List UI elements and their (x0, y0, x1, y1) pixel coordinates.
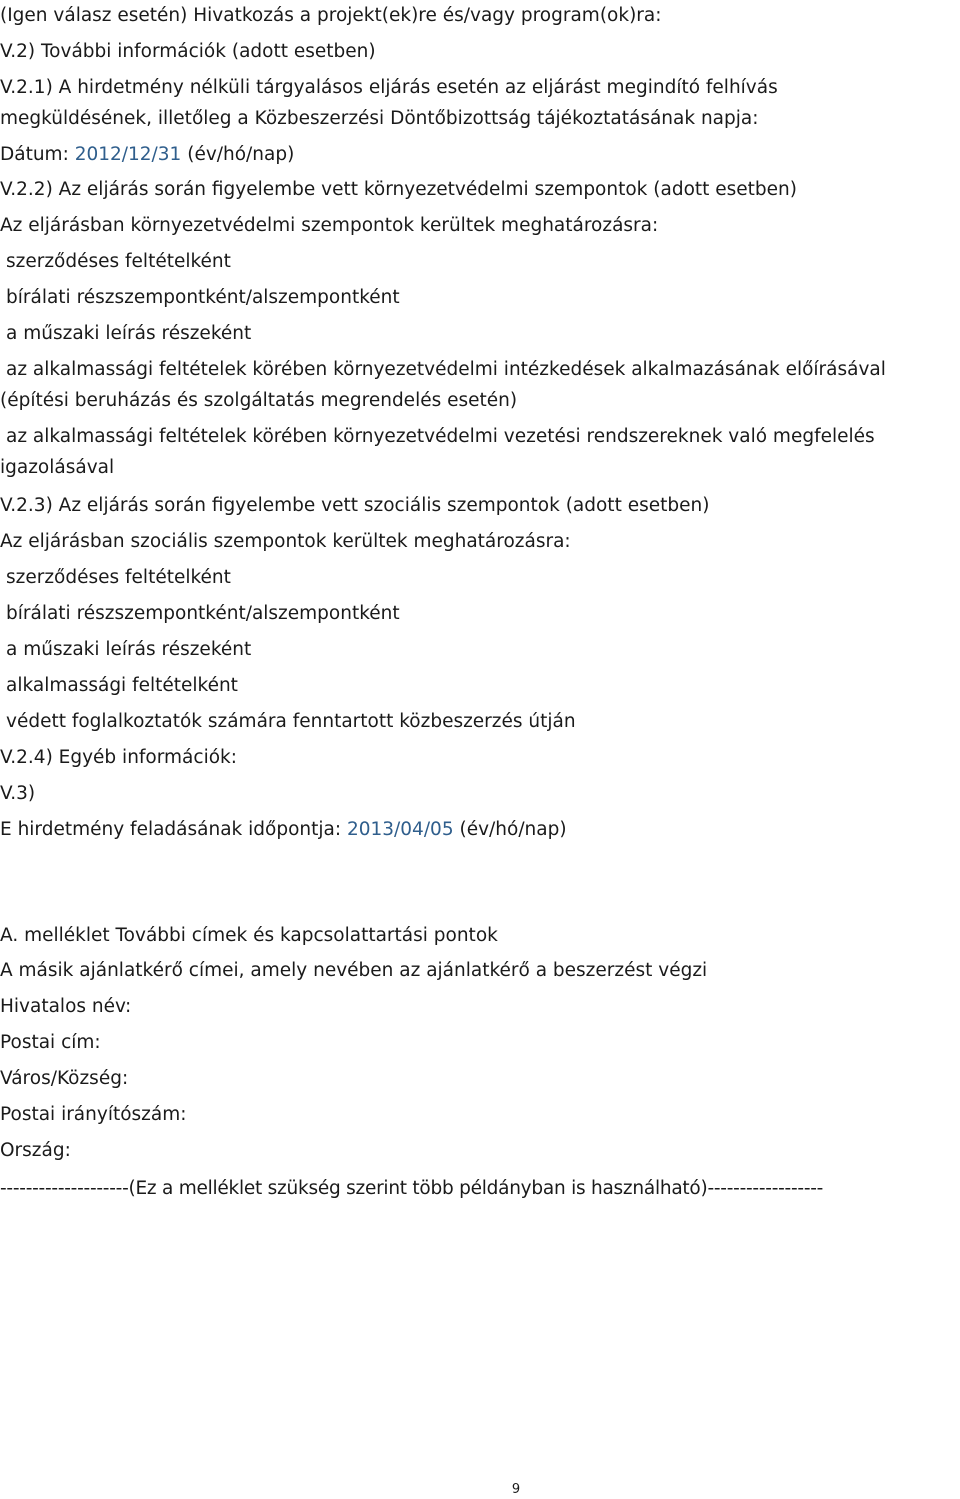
social-option-evaluation: bírálati részszempontként/alszempontként (6, 603, 400, 624)
dispatch-date-format: (év/hó/nap) (453, 819, 567, 840)
env-option-evaluation: bírálati részszempontként/alszempontként (6, 287, 400, 308)
date-format: (év/hó/nap) (181, 144, 295, 165)
section-v3-heading: V.3) (0, 783, 36, 804)
postal-code-label: Postai irányítószám: (0, 1104, 187, 1125)
env-option-management-cont: igazolásával (0, 457, 115, 478)
env-option-management: az alkalmassági feltételek körében környezetvédelmi vezetési rendszereknek való megfelelés (6, 426, 875, 447)
annex-separator-note: --------------------(Ez a melléklet szükség szerint több példányban is használható)------------------ (0, 1178, 824, 1199)
date-line (0, 143, 294, 167)
section-v21-heading: V.2.1) A hirdetmény nélküli tárgyalásos eljárás esetén az eljárást megindító felhívás (0, 77, 778, 98)
social-option-protected: védett foglalkoztatók számára fenntartott közbeszerzés útján (6, 711, 576, 732)
dispatch-date-line (0, 818, 567, 842)
country-label: Ország: (0, 1140, 71, 1161)
social-option-technical: a műszaki leírás részeként (6, 639, 252, 660)
town-label: Város/Község: (0, 1068, 129, 1089)
social-option-contract: szerződéses feltételként (6, 567, 231, 588)
section-v22-heading: V.2.2) Az eljárás során figyelembe vett környezetvédelmi szempontok (adott esetben) (0, 179, 797, 200)
env-option-measures-cont: (építési beruházás és szolgáltatás megrendelés esetén) (0, 390, 518, 411)
env-option-contract: szerződéses feltételként (6, 251, 231, 272)
date-value: 2012/12/31 (74, 144, 182, 165)
social-intro: Az eljárásban szociális szempontok kerültek meghatározásra: (0, 531, 571, 552)
date-label: Dátum: (0, 144, 75, 165)
page-number: 9 (511, 1482, 521, 1497)
other-contracting-authority: A másik ajánlatkérő címei, amely nevében az ajánlatkérő a beszerzést végzi (0, 960, 708, 981)
postal-address-label: Postai cím: (0, 1032, 101, 1053)
section-v2-heading: V.2) További információk (adott esetben) (0, 41, 376, 62)
official-name-label: Hivatalos név: (0, 996, 132, 1017)
annex-a-heading: A. melléklet További címek és kapcsolattartási pontok (0, 925, 498, 946)
dispatch-date-label: E hirdetmény feladásának időpontja: (0, 819, 347, 840)
social-option-suitability: alkalmassági feltételként (6, 675, 238, 696)
env-option-measures: az alkalmassági feltételek körében környezetvédelmi intézkedések alkalmazásának előírásával (6, 359, 886, 380)
dispatch-date-value: 2013/04/05 (346, 819, 454, 840)
reference-projects-line: (Igen válasz esetén) Hivatkozás a projekt(ek)re és/vagy program(ok)ra: (0, 5, 662, 26)
section-v23-heading: V.2.3) Az eljárás során figyelembe vett szociális szempontok (adott esetben) (0, 495, 710, 516)
section-v24-heading: V.2.4) Egyéb információk: (0, 747, 237, 768)
section-v21-heading-cont: megküldésének, illetőleg a Közbeszerzési Döntőbizottság tájékoztatásának napja: (0, 108, 759, 129)
environmental-intro: Az eljárásban környezetvédelmi szempontok kerültek meghatározásra: (0, 215, 659, 236)
env-option-technical: a műszaki leírás részeként (6, 323, 252, 344)
